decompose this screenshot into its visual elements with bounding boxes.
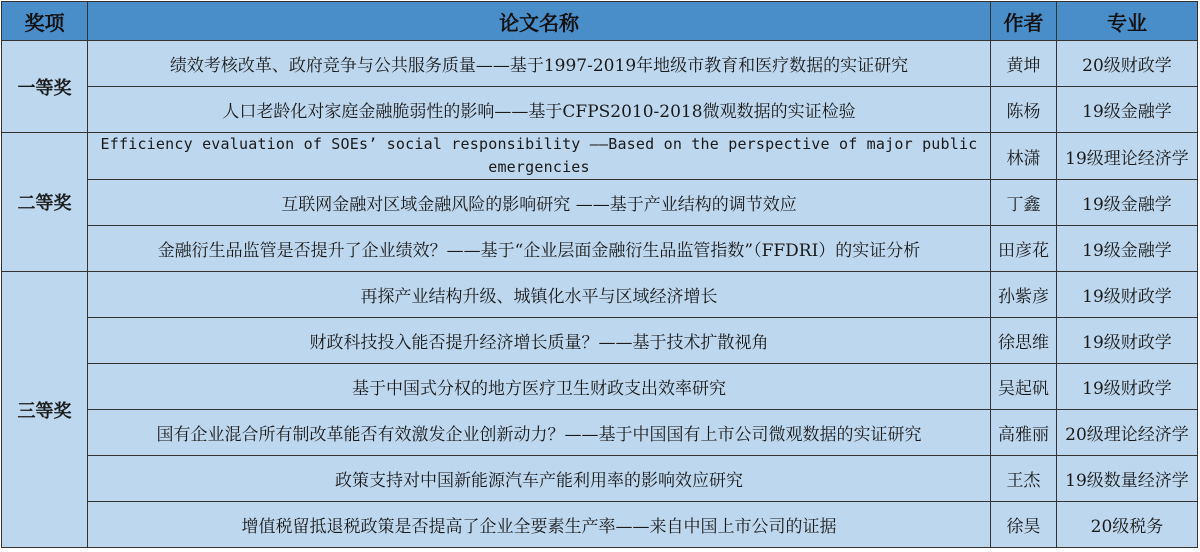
award-third-prize: 三等奖 (2, 272, 88, 548)
paper-author: 吴起矾 (991, 364, 1057, 410)
paper-author: 徐思维 (991, 318, 1057, 364)
table-row (2, 318, 1198, 364)
table-row (2, 226, 1198, 272)
paper-title: 财政科技投入能否提升经济增长质量？——基于技术扩散视角 (88, 318, 991, 364)
paper-title: 政策支持对中国新能源汽车产能利用率的影响效应研究 (88, 456, 991, 502)
paper-major: 19级金融学 (1057, 87, 1198, 133)
paper-author: 高雅丽 (991, 410, 1057, 456)
awards-table (1, 1, 1198, 548)
table-row (2, 180, 1198, 226)
table-row (2, 364, 1198, 410)
paper-major: 20级理论经济学 (1057, 410, 1198, 456)
paper-title: 金融衍生品监管是否提升了企业绩效？——基于“企业层面金融衍生品监管指数”（FFDRI）的实证分析 (88, 226, 991, 272)
paper-title: 基于中国式分权的地方医疗卫生财政支出效率研究 (88, 364, 991, 410)
paper-title: 国有企业混合所有制改革能否有效激发企业创新动力？——基于中国国有上市公司微观数据的实证研究 (88, 410, 991, 456)
paper-major: 19级金融学 (1057, 180, 1198, 226)
table-row (2, 410, 1198, 456)
header-title: 论文名称 (88, 2, 991, 41)
paper-author: 林潇 (991, 133, 1057, 180)
award-first-prize: 一等奖 (2, 41, 88, 133)
paper-major: 19级数量经济学 (1057, 456, 1198, 502)
paper-author: 孙紫彦 (991, 272, 1057, 318)
paper-author: 陈杨 (991, 87, 1057, 133)
paper-major: 20级税务 (1057, 502, 1198, 548)
paper-title: 人口老龄化对家庭金融脆弱性的影响——基于CFPS2010-2018微观数据的实证检验 (88, 87, 991, 133)
paper-author: 丁鑫 (991, 180, 1057, 226)
paper-major: 19级财政学 (1057, 318, 1198, 364)
table-row (2, 502, 1198, 548)
paper-major: 19级金融学 (1057, 226, 1198, 272)
award-second-prize: 二等奖 (2, 133, 88, 272)
table-row (2, 41, 1198, 87)
paper-major: 19级理论经济学 (1057, 133, 1198, 180)
paper-title: 增值税留抵退税政策是否提高了企业全要素生产率——来自中国上市公司的证据 (88, 502, 991, 548)
paper-major: 19级财政学 (1057, 272, 1198, 318)
paper-title: 互联网金融对区域金融风险的影响研究 ——基于产业结构的调节效应 (88, 180, 991, 226)
paper-title: Efficiency evaluation of SOEs’ social responsibility ——Based on the perspective of major public emergencies (88, 133, 991, 180)
paper-major: 19级财政学 (1057, 364, 1198, 410)
table-row (2, 456, 1198, 502)
header-row (2, 2, 1198, 41)
paper-major: 20级财政学 (1057, 41, 1198, 87)
paper-author: 王杰 (991, 456, 1057, 502)
paper-title: 再探产业结构升级、城镇化水平与区域经济增长 (88, 272, 991, 318)
header-author: 作者 (991, 2, 1057, 41)
header-award: 奖项 (2, 2, 88, 41)
paper-title: 绩效考核改革、政府竞争与公共服务质量——基于1997-2019年地级市教育和医疗数据的实证研究 (88, 41, 991, 87)
table-row (2, 133, 1198, 180)
paper-author: 徐昊 (991, 502, 1057, 548)
header-major: 专业 (1057, 2, 1198, 41)
paper-author: 黄坤 (991, 41, 1057, 87)
paper-author: 田彦花 (991, 226, 1057, 272)
table-row (2, 87, 1198, 133)
table-row (2, 272, 1198, 318)
